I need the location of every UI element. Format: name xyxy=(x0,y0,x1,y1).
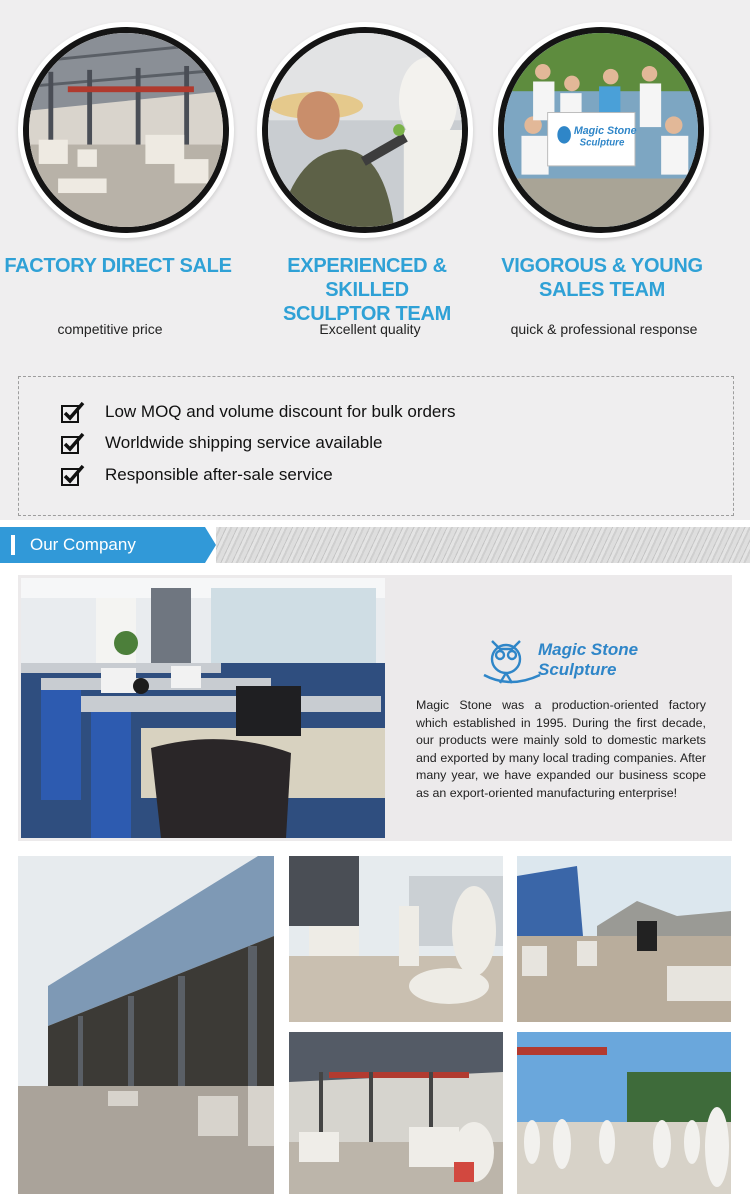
office-photo xyxy=(21,578,385,838)
company-panel xyxy=(18,575,732,841)
sales-subtitle: quick & professional response xyxy=(510,321,698,337)
banner-photo-text-2: Sculpture xyxy=(579,137,625,149)
sculpture-yard-photo-2 xyxy=(517,1032,731,1194)
feature-item xyxy=(61,432,383,454)
factory-direct-sale-title: FACTORY DIRECT SALE xyxy=(4,255,232,277)
sculptor-team-title: EXPERIENCED & SKILLED SCULPTOR TEAM xyxy=(283,255,451,325)
feature-text: Worldwide shipping service available xyxy=(105,433,383,452)
checkbox-check-icon xyxy=(61,432,85,454)
section-title: Our Company xyxy=(30,535,136,554)
checkbox-check-icon xyxy=(61,401,85,423)
features-box xyxy=(18,376,734,516)
banner-bar xyxy=(11,535,15,555)
magic-stone-logo xyxy=(480,627,650,687)
factory-subtitle: competitive price xyxy=(57,321,163,337)
feature-item xyxy=(61,401,456,423)
feature-item xyxy=(61,464,333,486)
factory-photo-circle xyxy=(18,22,234,238)
company-description: Magic Stone was a production-oriented factory which established in 1995. During the first decade, our products were mainly sold to domestic markets and exported by many local trading companies. After many year, we have expanded our business scope as an export-oriented manufacturing enterprise! xyxy=(416,698,706,800)
sales-team-title: VIGOROUS & YOUNG SALES TEAM xyxy=(501,255,703,301)
our-company-banner xyxy=(0,527,750,563)
sculptor-subtitle: Excellent quality xyxy=(319,321,421,337)
feature-text: Low MOQ and volume discount for bulk orders xyxy=(105,402,456,421)
sales-team-photo-circle xyxy=(493,22,709,238)
checkbox-check-icon xyxy=(61,464,85,486)
workshop-interior-photo xyxy=(289,1032,503,1194)
banner-arrow xyxy=(205,527,216,563)
sculptor-photo-circle xyxy=(257,22,473,238)
factory-yard-photo xyxy=(517,856,731,1022)
factory-shed-photo xyxy=(18,856,274,1194)
stone-texture-strip xyxy=(216,527,750,563)
banner-tab xyxy=(0,527,205,563)
banner-photo-text-1: Magic Stone xyxy=(573,124,637,137)
svg-text:Magic Stone: Magic Stone xyxy=(538,640,639,659)
feature-text: Responsible after-sale service xyxy=(105,465,333,484)
sculpture-yard-photo-1 xyxy=(289,856,503,1022)
svg-text:Sculpture: Sculpture xyxy=(538,660,617,679)
